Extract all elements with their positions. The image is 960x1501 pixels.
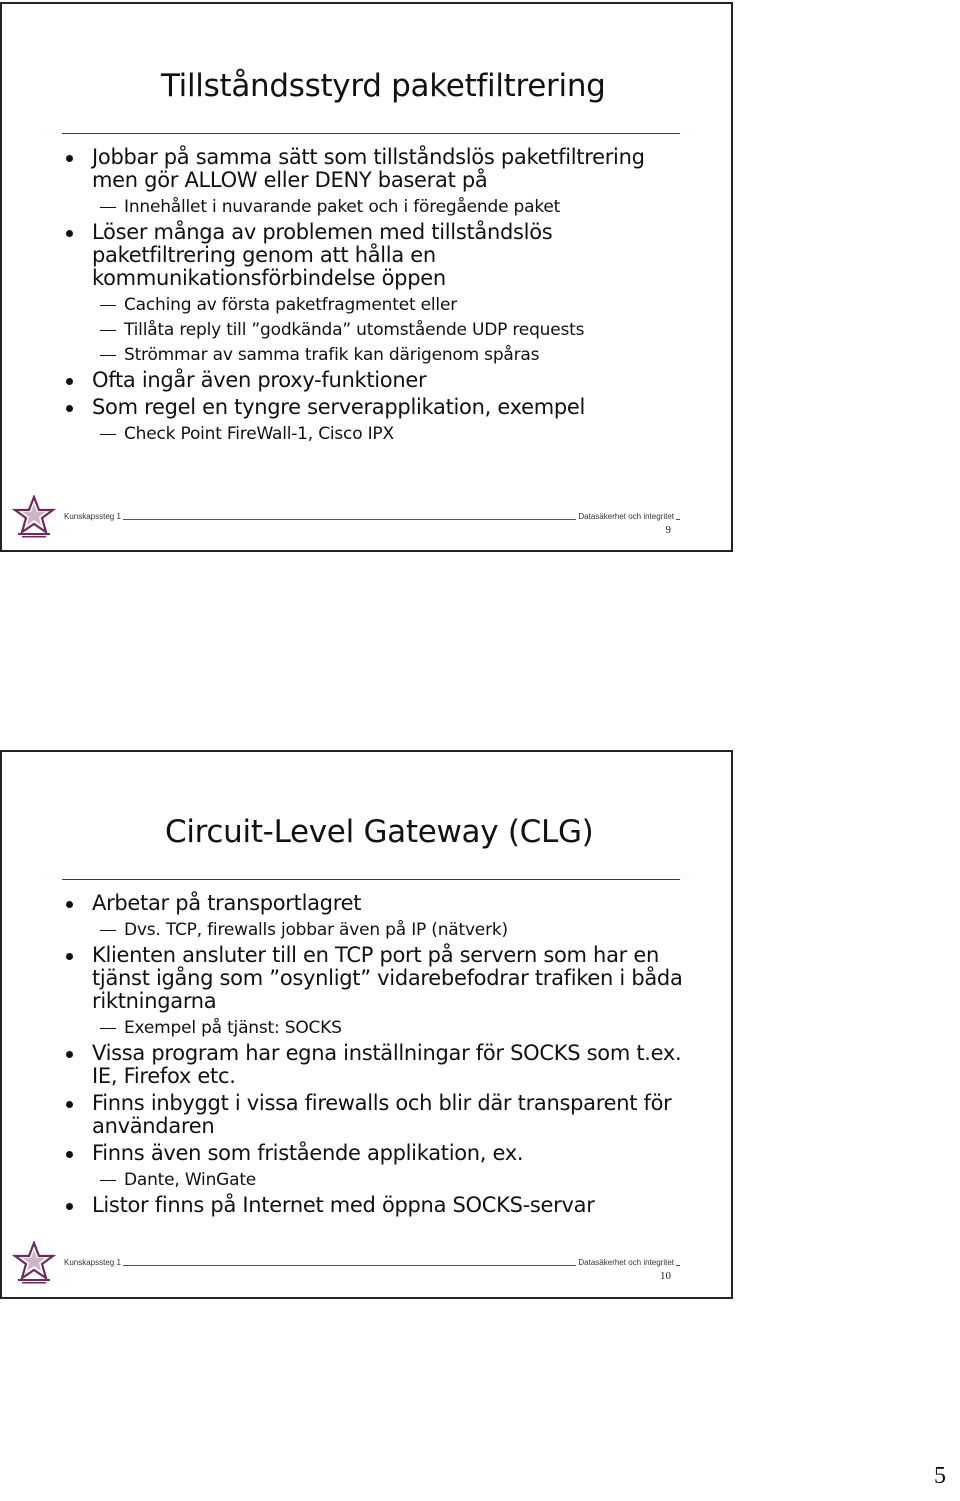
sub-bullet-item: Dvs. TCP, firewalls jobbar även på IP (nätverk) xyxy=(62,920,692,940)
sub-bullet-item: Tillåta reply till ”godkända” utomstående UDP requests xyxy=(62,320,692,340)
sub-bullet-item: Check Point FireWall-1, Cisco IPX xyxy=(62,424,692,444)
bullet-item: Finns inbyggt i vissa firewalls och blir där transparent för användaren xyxy=(62,1092,692,1138)
bullet-item: Arbetar på transportlagret xyxy=(62,892,692,915)
bullet-item: Klienten ansluter till en TCP port på servern som har en tjänst igång som ”osynligt” vidarebefodrar trafiken i båda riktningarna xyxy=(62,944,692,1013)
hogskolan-dalarna-logo-icon xyxy=(12,1241,56,1285)
sub-bullet-item: Innehållet i nuvarande paket och i föregående paket xyxy=(62,197,692,217)
bullet-item: Finns även som fristående applikation, ex. xyxy=(62,1142,692,1165)
bullet-item: Vissa program har egna inställningar för SOCKS som t.ex. IE, Firefox etc. xyxy=(62,1042,692,1088)
footer-course: Kunskapssteg 1 xyxy=(64,512,121,521)
bullet-item: Ofta ingår även proxy-funktioner xyxy=(62,369,692,392)
footer-subject: Datasäkerhet och integritet xyxy=(578,512,674,521)
bullet-list xyxy=(62,888,692,1217)
title-divider xyxy=(62,133,680,134)
title-divider xyxy=(62,879,680,880)
slide-10 xyxy=(0,750,733,1299)
bullet-list xyxy=(62,142,692,444)
footer-subject: Datasäkerhet och integritet xyxy=(578,1258,674,1267)
footer-course: Kunskapssteg 1 xyxy=(64,1258,121,1267)
sub-bullet-item: Dante, WinGate xyxy=(62,1170,692,1190)
hogskolan-dalarna-logo-icon xyxy=(12,495,56,539)
slide-title: Circuit-Level Gateway (CLG) xyxy=(165,814,594,850)
bullet-item: Löser många av problemen med tillståndslös paketfiltrering genom att hålla en kommunikationsförbindelse öppen xyxy=(62,221,692,290)
bullet-item: Som regel en tyngre serverapplikation, exempel xyxy=(62,396,692,419)
slide-title: Tillståndsstyrd paketfiltrering xyxy=(161,68,606,104)
sub-bullet-item: Caching av första paketfragmentet eller xyxy=(62,295,692,315)
slide-9 xyxy=(0,2,733,552)
bullet-item: Jobbar på samma sätt som tillståndslös paketfiltrering men gör ALLOW eller DENY baserat på xyxy=(62,146,692,192)
document-page-number: 5 xyxy=(934,1463,946,1489)
slide-page-number: 9 xyxy=(665,524,671,536)
sub-bullet-item: Strömmar av samma trafik kan därigenom spåras xyxy=(62,345,692,365)
slide-page-number: 10 xyxy=(660,1270,671,1282)
sub-bullet-item: Exempel på tjänst: SOCKS xyxy=(62,1018,692,1038)
bullet-item: Listor finns på Internet med öppna SOCKS-servar xyxy=(62,1194,692,1217)
